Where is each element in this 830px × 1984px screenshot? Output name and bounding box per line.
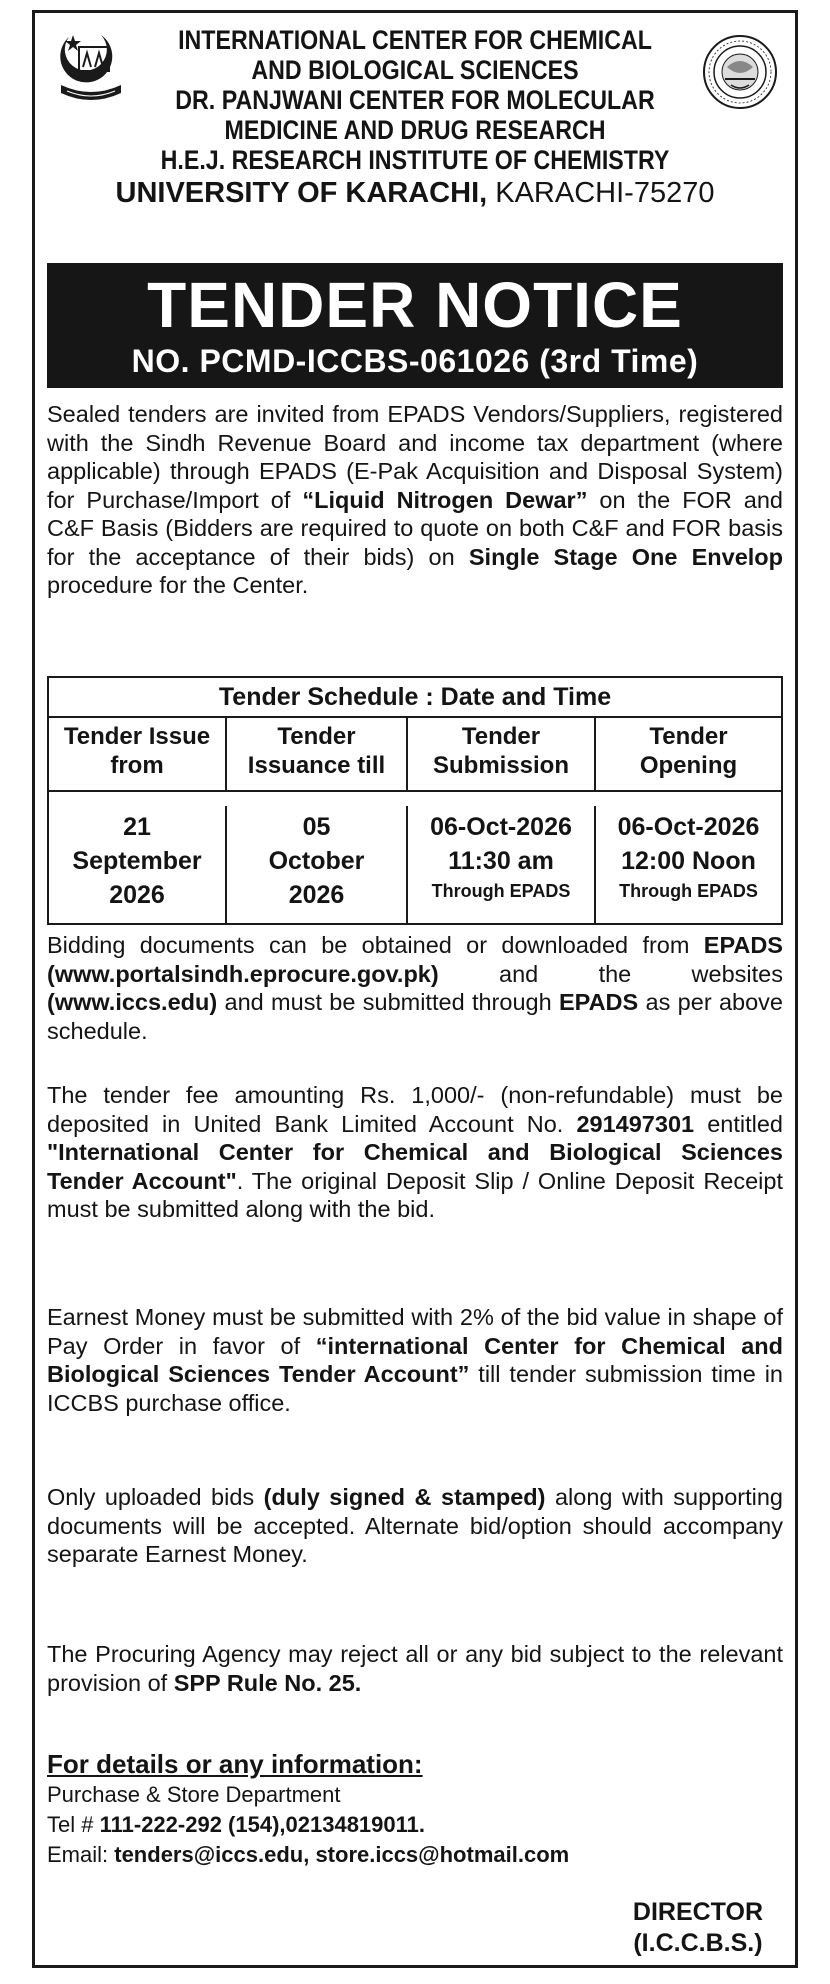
schedule-value-cell <box>49 806 227 926</box>
fee-text: . The original Deposit Slip / Online Deposit Receipt must be submitted along with the bid. <box>47 1167 784 1222</box>
value-text: 05 <box>302 812 331 841</box>
iccs-url[interactable]: (www.iccs.edu) <box>47 989 218 1015</box>
tender-title: TENDER NOTICE <box>147 269 683 341</box>
fee-text: entitled <box>694 1110 783 1137</box>
earnest-text: Earnest Money must be submitted with 2% of the bid value in shape of Pay Order in favor of <box>47 1304 783 1359</box>
notice-frame <box>32 10 798 1968</box>
rejection-paragraph <box>47 1640 783 1697</box>
account-number: 291497301 <box>576 1110 695 1137</box>
header-line-1: INTERNATIONAL CENTER FOR CHEMICAL <box>178 25 652 55</box>
institution-header <box>47 25 783 209</box>
header-text: Issuance till <box>247 752 386 779</box>
email-addresses[interactable]: tenders@iccs.edu, store.iccs@hotmail.com <box>114 1842 570 1867</box>
header-text: Submission <box>432 752 570 779</box>
bidding-text: Bidding documents can be obtained or downloaded from <box>47 932 704 958</box>
tel-label: Tel # <box>47 1812 100 1837</box>
schedule-header-cell <box>408 718 596 792</box>
schedule-value-cell <box>408 806 596 926</box>
header-line-5: H.E.J. RESEARCH INSTITUTE OF CHEMISTRY <box>160 145 670 175</box>
value-text: 21 <box>123 812 151 841</box>
schedule-value-cell <box>596 806 781 926</box>
signed-stamped: (duly signed & stamped) <box>263 1484 546 1510</box>
bidding-epads: EPADS <box>558 989 639 1015</box>
contact-email <box>47 1840 783 1870</box>
earnest-favor: “international Center for Chemical and Biological Sciences Tender Account” <box>47 1332 784 1387</box>
fee-text: The tender fee amounting Rs. 1,000/- (non-refundable) must be deposited in United Bank Limited Account No. <box>47 1082 783 1137</box>
intro-text-2: on the FOR and C&F Basis (Bidders are required to quote on both C&F and FOR basis for the acceptance of their bids) on <box>47 486 783 570</box>
uploaded-text: Only uploaded bids <box>47 1484 264 1510</box>
value-text: Through EPADS <box>619 880 758 901</box>
schedule-title: Tender Schedule : Date and Time <box>49 678 781 718</box>
intro-paragraph <box>47 400 783 600</box>
tender-fee-paragraph <box>47 1081 783 1224</box>
email-label: Email: <box>47 1842 115 1867</box>
intro-text-1: Sealed tenders are invited from EPADS Vendors/Suppliers, registered with the Sindh Revenue Board and income tax department (where applicable) through EPADS (E-Pak Acquisition and Disposal System) for Purchase/Import of <box>47 401 783 513</box>
header-line-4: MEDICINE AND DRUG RESEARCH <box>224 115 606 145</box>
bidding-text: and the websites <box>438 960 783 987</box>
header-line-3: DR. PANJWANI CENTER FOR MOLECULAR <box>175 85 655 115</box>
value-text: 12:00 Noon <box>621 846 756 875</box>
director-title: DIRECTOR <box>632 1898 763 1926</box>
earnest-money-paragraph <box>47 1303 783 1417</box>
signature-block <box>633 1897 763 1959</box>
schedule-value-cell <box>227 806 408 926</box>
tel-number[interactable]: 111-222-292 (154),02134819011. <box>99 1812 426 1837</box>
value-text: 06-Oct-2026 <box>617 812 760 841</box>
intro-text-3: procedure for the Center. <box>47 572 309 598</box>
tender-title-block <box>47 263 783 388</box>
uploaded-bids-paragraph <box>47 1483 783 1569</box>
bidding-documents-paragraph <box>47 931 783 1045</box>
header-text: from <box>110 752 164 779</box>
intro-procedure: Single Stage One Envelop <box>468 543 783 570</box>
contact-department: Purchase & Store Department <box>47 1782 341 1807</box>
schedule-header-cell <box>49 718 227 792</box>
contact-block <box>47 1748 783 1870</box>
university-city: KARACHI-75270 <box>487 177 715 209</box>
header-text: Opening <box>639 752 738 779</box>
bidding-text: and must be submitted through <box>217 989 559 1015</box>
header-line-2: AND BIOLOGICAL SCIENCES <box>251 55 579 85</box>
schedule-header-cell <box>596 718 781 792</box>
header-text: Tender Issue <box>63 723 211 750</box>
account-title: "International Center for Chemical and Biological Sciences Tender Account" <box>47 1139 783 1194</box>
university-name: UNIVERSITY OF KARACHI, <box>115 177 488 209</box>
bidding-text: as per above schedule. <box>47 989 783 1044</box>
value-text: 11:30 am <box>448 846 554 875</box>
intro-item: “Liquid Nitrogen Dewar” <box>302 486 588 513</box>
contact-telephone <box>47 1810 783 1840</box>
director-org: (I.C.C.B.S.) <box>633 1929 763 1957</box>
value-text: 2026 <box>109 880 165 909</box>
uploaded-text: along with supporting documents will be accepted. Alternate bid/option should accompany separate Earnest Money. <box>47 1484 784 1567</box>
value-text: September <box>72 846 202 875</box>
tender-schedule-table <box>47 676 783 925</box>
schedule-grid <box>49 718 781 925</box>
reject-text: The Procuring Agency may reject all or any bid subject to the relevant provision of <box>47 1641 783 1696</box>
header-text: Tender <box>461 723 541 750</box>
header-text: Tender <box>277 723 356 750</box>
header-text: Tender <box>649 723 728 750</box>
schedule-header-cell <box>227 718 408 792</box>
value-text: 2026 <box>288 880 345 909</box>
value-text: October <box>268 846 365 875</box>
earnest-text: till tender submission time in ICCBS purchase office. <box>47 1361 783 1416</box>
value-text: Through EPADS <box>431 880 571 901</box>
bidding-epads: EPADS <box>703 932 783 958</box>
epads-url[interactable]: (www.portalsindh.eprocure.gov.pk) <box>47 960 439 987</box>
contact-heading: For details or any information: <box>47 1749 423 1779</box>
tender-number: NO. PCMD-ICCBS-061026 (3rd Time) <box>131 343 699 379</box>
value-text: 06-Oct-2026 <box>430 812 572 841</box>
university-line <box>47 177 783 209</box>
spp-rule: SPP Rule No. 25. <box>173 1669 362 1696</box>
